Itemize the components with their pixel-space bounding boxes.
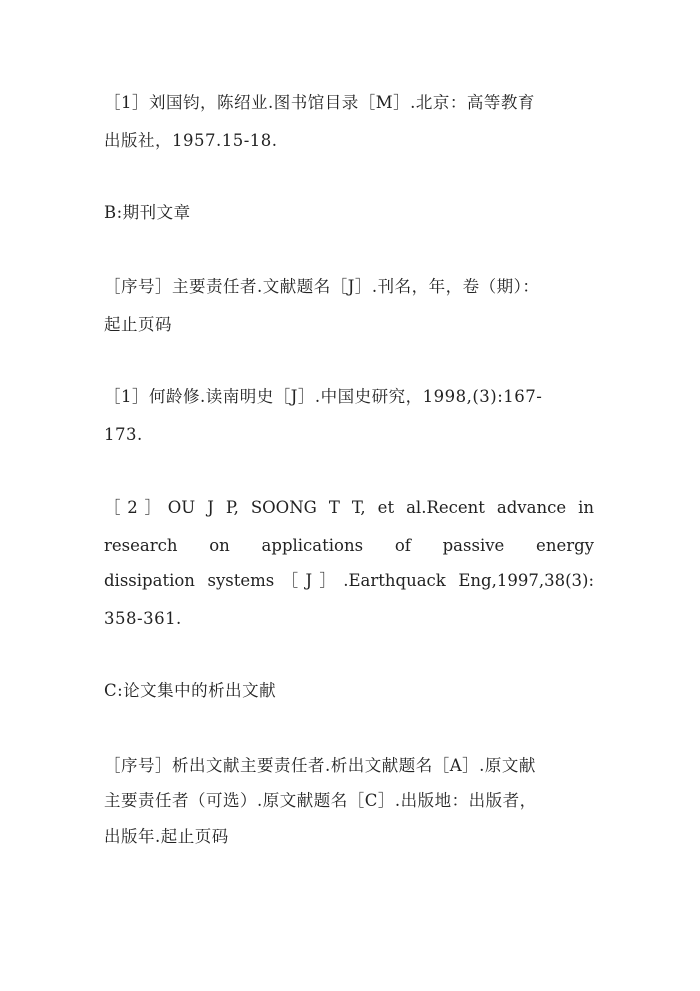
format-line-1: ［序号］主要责任者.文献题名［J］.刊名，年，卷（期）： — [104, 277, 540, 296]
format-line-5: 出版年.起止页码 — [104, 827, 229, 846]
reference-line-2: 出版社，1957.15-18. — [104, 131, 278, 150]
format-line-3: ［序号］析出文献主要责任者.析出文献题名［A］.原文献 — [104, 756, 536, 775]
reference-line-3: ［1］何龄修.读南明史［J］.中国史研究，1998,(3):167- — [104, 387, 543, 406]
section-heading-journal: B:期刊文章 — [104, 203, 191, 222]
format-line-2: 起止页码 — [104, 315, 172, 334]
reference-line-4: 173. — [104, 425, 143, 444]
format-line-4: 主要责任者（可选）.原文献题名［C］.出版地：出版者， — [104, 791, 537, 810]
reference-line-1: ［1］刘国钧，陈绍业.图书馆目录［M］.北京：高等教育 — [104, 93, 535, 112]
reference-line-7: dissipation systems［J］.Earthquack Eng,1997,38(3): — [104, 571, 594, 590]
reference-line-8: 358-361. — [104, 609, 182, 628]
reference-line-5: ［2］OU J P, SOONG T T, et al.Recent advance in — [104, 498, 594, 517]
section-heading-proceedings: C:论文集中的析出文献 — [104, 681, 277, 700]
reference-line-6: research on applications of passive energy — [104, 536, 594, 555]
